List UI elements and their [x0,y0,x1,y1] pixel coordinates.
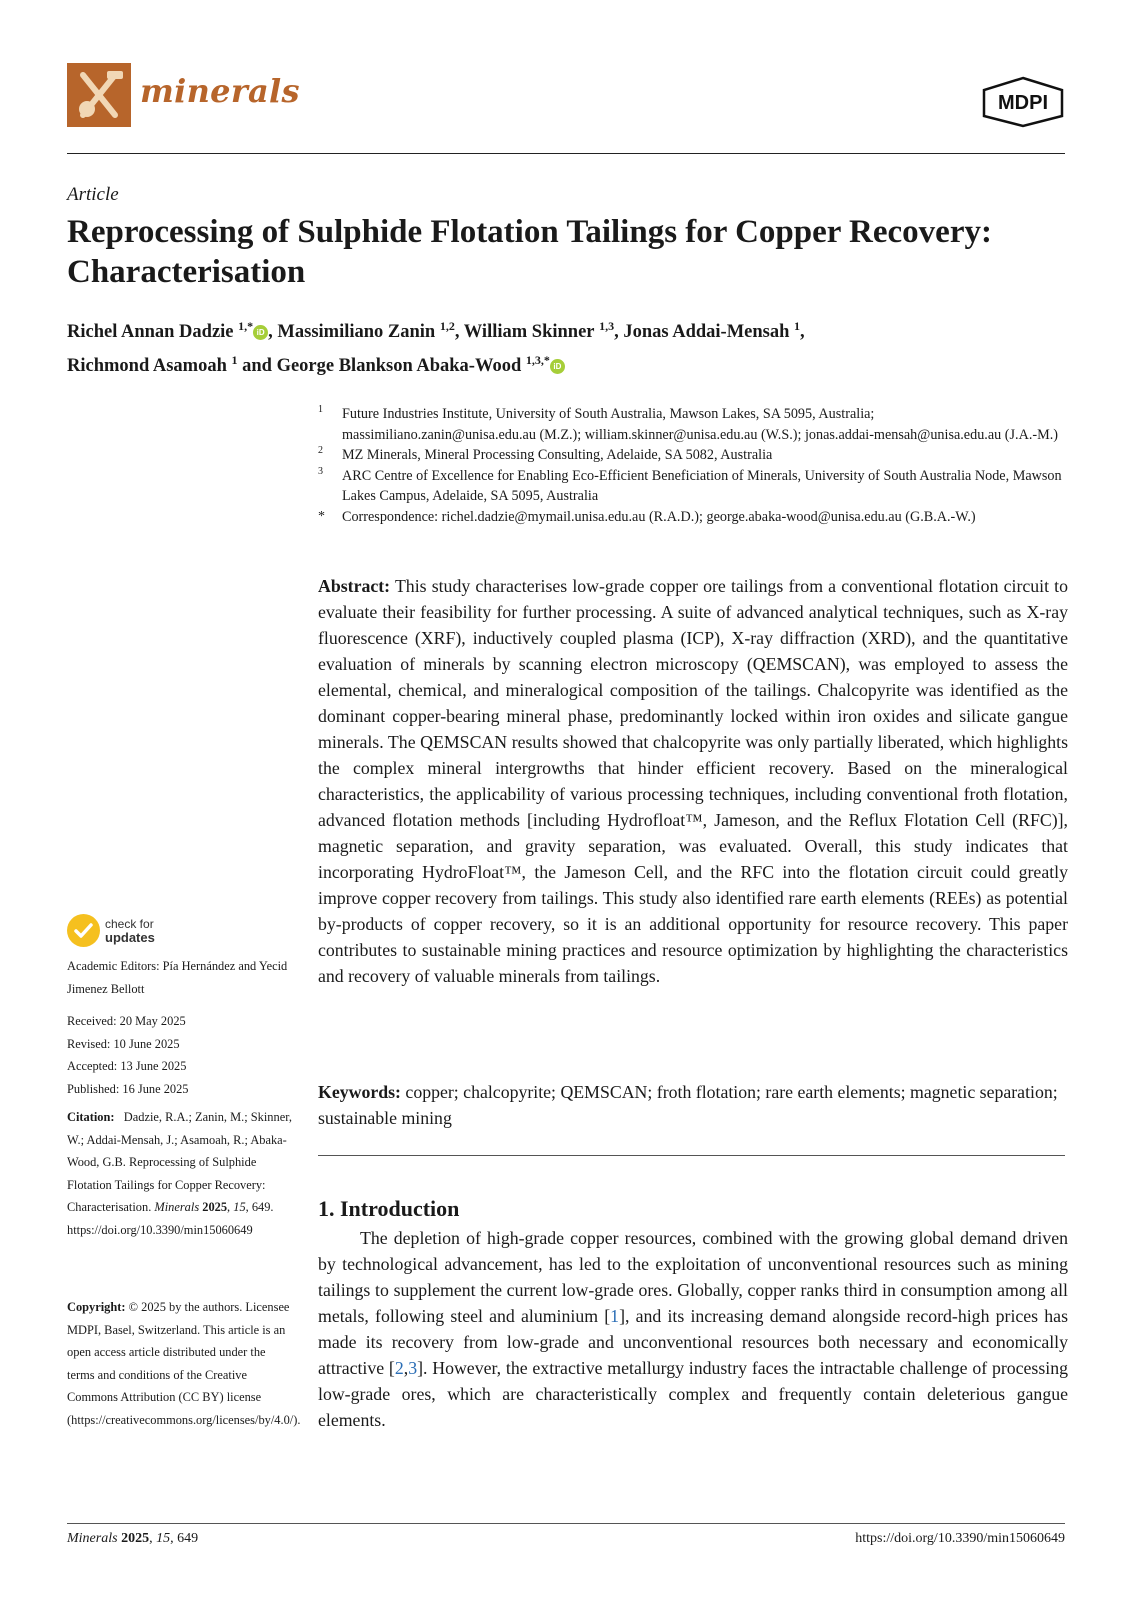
citation: Citation: Dadzie, R.A.; Zanin, M.; Skinner, W.; Addai-Mensah, J.; Asamoah, R.; Abaka-Wood, G.B. Reprocessing of Sulphide Flotation Tailings for Copper Recovery: Characterisation. Minerals 2025, 15, 649. https://doi.org/10.3390/min15060649 [67,1110,292,1237]
author-affil: 1,2 [439,319,455,333]
keywords [318,1079,1068,1131]
article-type: Article [67,184,119,205]
orcid-icon[interactable]: iD [550,359,565,374]
footer-citation: Minerals 2025, 15, 649 [67,1531,199,1546]
author-affil: 1 [794,319,801,333]
header-rule [67,153,1065,154]
reference-link[interactable]: 1 [610,1306,620,1326]
keywords-label: Keywords: [318,1082,401,1102]
journal-logo [67,63,131,127]
orcid-icon[interactable]: iD [253,325,268,340]
section-heading: 1. Introduction [318,1196,460,1221]
accepted-date: Accepted: 13 June 2025 [67,1059,187,1073]
article-title: Reprocessing of Sulphide Flotation Tailings for Copper Recovery: Characterisation [67,214,992,290]
reference-link[interactable]: 2 [394,1358,404,1378]
correspondence: * Correspondence: richel.dadzie@mymail.unisa.edu.au (R.A.D.); george.abaka-wood@unisa.edu.au (G.B.A.-W.) [318,508,976,525]
dates [67,1010,292,1100]
check-line2: updates [105,930,155,945]
abstract-label: Abstract: [318,576,391,596]
check-for-updates-button[interactable] [67,914,187,948]
abstract-text: This study characterises low-grade copper ore tailings from a conventional flotation circuit to evaluate their feasibility for further processing. A suite of advanced analytical techniques, such as X-ray fluorescence (XRF), inductively coupled plasma (ICP), X-ray diffraction (XRD), and the quantitative evaluation of minerals by scanning electron microscopy (QEMSCAN), was employed to assess the elemental, chemical, and mineralogical composition of the tailings. Chalcopyrite was identified as the dominant copper-bearing mineral phase, predominantly locked within iron oxides and silicate gangue minerals. The QEMSCAN results showed that chalcopyrite was only partially liberated, which highlights the complex mineral intergrowths that hinder efficient recovery. Based on the mineralogical characteristics, the applicability of various processing techniques, including conventional froth flotation, advanced flotation methods [including Hydrofloat™, Jameson, and the Reflux Flotation Cell (RFC)], magnetic separation, and gravity separation, was evaluated. Overall, this study indicates that incorporating HydroFloat™, the Jameson Cell, and the RFC into the flotation circuit could greatly improve copper recovery from tailings. This study also identified rare earth elements (REEs) as potential by-products of copper recovery, so it is an additional opportunity for resource recovery. This paper contributes to sustainable mining practices and resource optimization by highlighting the characteristics and recovery of valuable minerals from tailings. [318,576,1069,986]
affiliation-item: 1 Future Industries Institute, University of South Australia, Mawson Lakes, SA 5095, Australia; massimiliano.zanin@unisa.edu.au (M.Z.); william.skinner@unisa.edu.au (W.S.); jonas.addai-mensah@unisa.edu.au (J.A.-M.) [318,404,1058,443]
author-affil: 1,3 [599,319,615,333]
check-line1: check for [105,917,154,931]
author-name: Jonas Addai-Mensah [623,322,790,343]
crossmark-icon [67,914,100,947]
author-affil: 1,* [238,319,254,333]
affiliation-item: 2 MZ Minerals, Mineral Processing Consulting, Adelaide, SA 5082, Australia [318,445,773,463]
academic-editors: Academic Editors: Pía Hernández and Yecid Jimenez Bellott [67,959,288,996]
author-affil: 1 [231,353,238,368]
author-name: Richel Annan Dadzie [67,322,234,343]
copyright: Copyright: © 2025 by the authors. Licensee MDPI, Basel, Switzerland. This article is an open access article distributed under the terms and conditions of the Creative Commons Attribution (CC BY) license (https://creativecommons.org/licenses/by/4.0/). [67,1300,301,1427]
author-connector: and [242,356,272,377]
affiliation-item: 3 ARC Centre of Excellence for Enabling Eco-Efficient Beneficiation of Minerals, University of South Australia Node, Mawson Lakes Campus, Adelaide, SA 5095, Australia [318,465,1062,504]
publisher-name: MDPI [998,92,1048,114]
author-name: William Skinner [463,322,595,343]
footer-rule [67,1523,1065,1524]
copyright-label: Copyright: [67,1300,126,1314]
received-date: Received: 20 May 2025 [67,1014,186,1028]
revised-date: Revised: 10 June 2025 [67,1036,180,1051]
affiliations [318,404,1068,527]
author-name: George Blankson Abaka-Wood [276,356,522,377]
intro-paragraph: The depletion of high-grade copper resources, combined with the growing global demand driven by technological advancement, has led to the exploitation of unconventional resources such as mining tailings to supplement the current low-grade ores. Globally, copper ranks third in consumption among all metals, following steel and aluminium [1], and its increasing demand alongside record-high prices has made its recovery from low-grade and unconventional resources both necessary and economically attractive [2,3]. However, the extractive metallurgy industry faces the intractable challenge of processing low-grade ores, which are characteristically complex and frequently contain deleterious gangue elements. [318,1228,1068,1430]
published-date: Published: 16 June 2025 [67,1081,189,1096]
abstract [318,573,1068,989]
author-affil: 1,3,* [525,353,550,368]
journal-name: minerals [140,72,300,110]
reference-link[interactable]: 3 [408,1358,418,1378]
footer-doi[interactable]: https://doi.org/10.3390/min15060649 [855,1531,1065,1546]
section-rule [318,1155,1065,1156]
author-name: Massimiliano Zanin [277,322,436,343]
citation-label: Citation: [67,1110,115,1124]
publisher-logo [980,76,1066,128]
author-name: Richmond Asamoah [67,356,227,377]
author-list: Richel Annan Dadzie $^{1,*}$ iD , Massimiliano Zanin $^{1,2}$, William Skinner $^{1,3}$, Jonas Addai-Mensah $^1$, Richmond Asamoah $^1$ and George Blankson Abaka-Wood $^{1,3,*}$ iD [67,319,805,377]
keywords-text: copper; chalcopyrite; QEMSCAN; froth flotation; rare earth elements; magnetic separation; sustainable mining [318,1082,1058,1128]
